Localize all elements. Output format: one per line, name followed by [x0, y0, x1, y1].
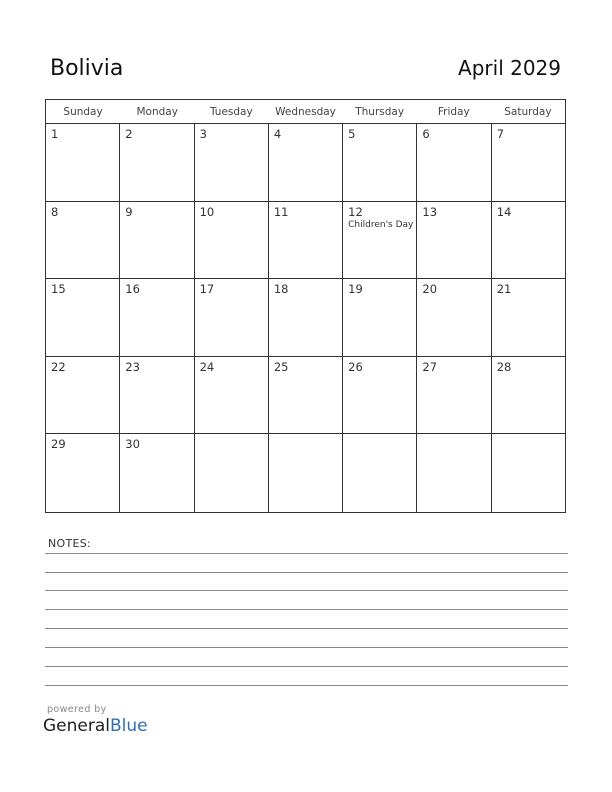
day-cell — [46, 124, 120, 201]
day-number: 13 — [422, 204, 438, 219]
day-number: 17 — [199, 282, 215, 297]
day-number: 3 — [199, 127, 207, 141]
day-number: 1 — [51, 127, 59, 141]
day-cell — [195, 124, 269, 201]
day-number: 20 — [422, 282, 438, 297]
day-number: 19 — [348, 282, 363, 297]
weekday-saturday: Saturday — [504, 106, 552, 118]
day-number: 28 — [496, 359, 512, 374]
day-number: 12 — [348, 204, 363, 219]
day-cell — [343, 202, 417, 279]
day-cell — [492, 279, 565, 356]
day-number: 9 — [125, 204, 133, 219]
weekday-thursday: Thursday — [355, 106, 405, 118]
day-number: 4 — [273, 127, 282, 141]
day-number: 5 — [348, 127, 356, 141]
day-cell — [195, 434, 269, 512]
week-row — [46, 357, 565, 435]
day-number: 15 — [51, 282, 66, 297]
day-number: 10 — [199, 204, 215, 219]
notes-label: NOTES: — [48, 537, 92, 550]
day-number: 16 — [125, 282, 140, 297]
day-number: 11 — [273, 204, 289, 219]
day-cell — [417, 124, 491, 201]
week-row — [46, 202, 565, 280]
week-row — [46, 279, 565, 357]
day-cell — [417, 279, 491, 356]
day-cell — [417, 434, 491, 512]
day-cell — [269, 202, 343, 279]
note-line — [45, 609, 568, 610]
weekday-tuesday: Tuesday — [209, 106, 253, 118]
weekday-friday: Friday — [437, 106, 470, 118]
day-cell — [195, 279, 269, 356]
day-cell — [269, 124, 343, 201]
weekday-sunday: Sunday — [63, 106, 103, 118]
day-cell — [269, 357, 343, 434]
weekday-wednesday: Wednesday — [275, 106, 336, 118]
country-title: Bolivia — [50, 56, 124, 81]
day-number: 18 — [273, 282, 289, 297]
powered-by-text: powered by — [47, 704, 107, 715]
note-line — [45, 553, 568, 554]
day-number: 21 — [496, 282, 512, 297]
day-cell — [492, 357, 565, 434]
note-line — [45, 628, 568, 629]
day-cell — [343, 279, 417, 356]
brand-general: General — [43, 716, 110, 736]
week-row — [46, 434, 565, 512]
day-cell — [417, 202, 491, 279]
day-number: 30 — [125, 437, 140, 452]
day-number: 26 — [348, 359, 363, 374]
day-cell — [269, 434, 343, 512]
day-cell — [120, 124, 194, 201]
day-number: 2 — [125, 127, 133, 141]
day-cell — [492, 434, 565, 512]
day-cell — [46, 202, 120, 279]
day-cell — [195, 202, 269, 279]
day-cell — [120, 202, 194, 279]
month-title: April 2029 — [458, 56, 561, 80]
day-cell — [46, 279, 120, 356]
note-line — [45, 572, 568, 573]
calendar-grid — [45, 99, 566, 513]
day-cell — [269, 279, 343, 356]
day-cell — [343, 357, 417, 434]
brand-blue: Blue — [110, 716, 148, 736]
day-cell — [195, 357, 269, 434]
day-number: 7 — [496, 127, 505, 141]
day-cell — [120, 357, 194, 434]
day-cell — [46, 357, 120, 434]
weeks-container — [46, 124, 565, 512]
day-cell — [492, 202, 565, 279]
note-line — [45, 590, 568, 591]
weekday-monday: Monday — [136, 106, 178, 118]
day-number: 25 — [273, 359, 289, 374]
day-number: 27 — [422, 359, 438, 374]
day-number: 24 — [199, 359, 215, 374]
day-cell — [343, 434, 417, 512]
day-number: 22 — [51, 359, 66, 374]
note-line — [45, 647, 568, 648]
day-cell — [46, 434, 120, 512]
day-number: 14 — [496, 204, 512, 219]
weekday-header-row — [46, 100, 565, 124]
week-row — [46, 124, 565, 202]
day-number: 23 — [125, 359, 140, 374]
day-cell — [120, 279, 194, 356]
note-line — [45, 666, 568, 667]
note-line — [45, 685, 568, 686]
day-cell — [417, 357, 491, 434]
day-cell — [492, 124, 565, 201]
day-number: 6 — [422, 127, 430, 141]
holiday-label: Children's Day — [348, 219, 414, 230]
day-number: 8 — [51, 204, 59, 219]
day-number: 29 — [51, 437, 66, 452]
day-cell — [120, 434, 194, 512]
brand-logo — [43, 716, 148, 736]
day-cell — [343, 124, 417, 201]
